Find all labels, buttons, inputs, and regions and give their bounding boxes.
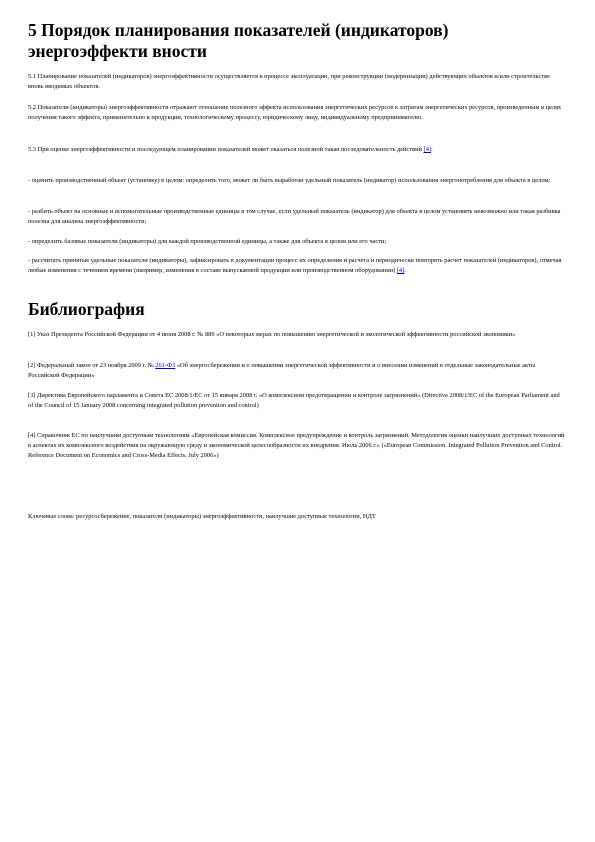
bibliography-entry-2-end: «Об энергосбережении и о повышении энергетической эффективности и о внесении изменений в отдельные законодательные акты Российской Федерации» (28, 362, 536, 380)
bibliography-entry-2 (28, 361, 566, 381)
section-title: 5 Порядок планирования показателей (индикаторов) энергоэффекти вности (28, 20, 449, 61)
list-item-calculate-end: . (404, 267, 406, 275)
bibliography-entry-4: [4] Справочник ЕС по наилучшим доступным технологиям «Европейская комиссия. Комплексное предупреждение и контроль загрязнений. Методология оценки наилучших доступных технологий в аспектах их комплексного воздействия на окружающую среду и экономической целесообразности их внедрения. Июль 2006 г.» («European Commission. Integrated Pollution Prevention and Control. Reference Document on Economics and Cross-Media Effects. July 2006») (28, 432, 565, 460)
paragraph-5-2: 5.2 Показатели (индикаторы) энергоэффективности отражают отношение полезного эффекта использования энергетических ресурсов к затратам энергетических ресурсов, произведенным в целях получения такого эффекта, применительно к продукции, технологическому процессу, юридическому лицу, индивидуальному предпринимателю. (28, 104, 562, 122)
list-item-calculate (28, 256, 566, 276)
list-item-baseline: - определить базовые показатели (индикаторы) для каждой производственной единицы, а также для объекта в целом или его части; (28, 238, 387, 245)
bibliography-title: Библиография (28, 299, 145, 319)
law-link-261-fz[interactable]: 261-ФЗ (155, 362, 176, 369)
bibliography-entry-2-start: [2] Федеральный закон от 23 ноября 2009 г. № (28, 362, 156, 369)
paragraph-5-1: 5.1 Планирование показателей (индикаторов) энергоэффективности осуществляется в процессе эксплуатации, при реконструкции (модернизации) действующих объектов и/или строительстве вновь вводимых объектов. (28, 73, 550, 91)
reference-link-4[interactable]: [4] (423, 146, 432, 153)
list-item-split: - разбить объект на основные и вспомогательные производственные единицы в том случае, если удельный показатель (индикатор) для объекта в целом установить невозможно или такая разбивка полезна для анализа энергоэффективности; (28, 208, 561, 226)
keywords: Ключевые слова: ресурсосбережение, показатели (индикаторы) энергоэффективности, наилучшие доступные технологии, НДТ (28, 513, 376, 520)
list-item-calculate-text: - рассчитать принятые удельные показатели (индикаторы), зафиксировать в документации процесс их определения и расчета и периодически повторять расчет показателей (индикаторов), отмечая любые изменения с течением времени (например, изменения в составе выпускаемой продукции или производственном оборудовании) (28, 257, 562, 275)
reference-link-4b[interactable]: [4] (396, 267, 405, 275)
bibliography-entry-1: [1] Указ Президента Российской Федерации от 4 июня 2008 г. № 889 «О некоторых мерах по повышению энергетической и экологической эффективности российской экономики» (28, 331, 516, 338)
list-item-assess: - оценить производственный объект (установку) в целом: определить того, может ли быть выработан удельный показатель (индикатор) использования энергопотребления для объекта в целом; (28, 177, 551, 184)
paragraph-5-3-text: 5.3 При оценке энергоэффективности и последующем планировании показателей может оказаться полезной такая последовательность действий (28, 146, 424, 153)
paragraph-5-3 (28, 145, 566, 155)
bibliography-entry-3: [3] Директива Европейского парламента и Совета ЕС 2008/1/ЕС от 15 января 2008 г. «О комплексном предотвращении и контроле загрязнений» (Directive 2008/1/EC of the European Parliament and of the Council of 15 January 2008 concerning integrated pollution prevention and control) (28, 392, 560, 410)
paragraph-5-3-end: : (431, 146, 433, 153)
